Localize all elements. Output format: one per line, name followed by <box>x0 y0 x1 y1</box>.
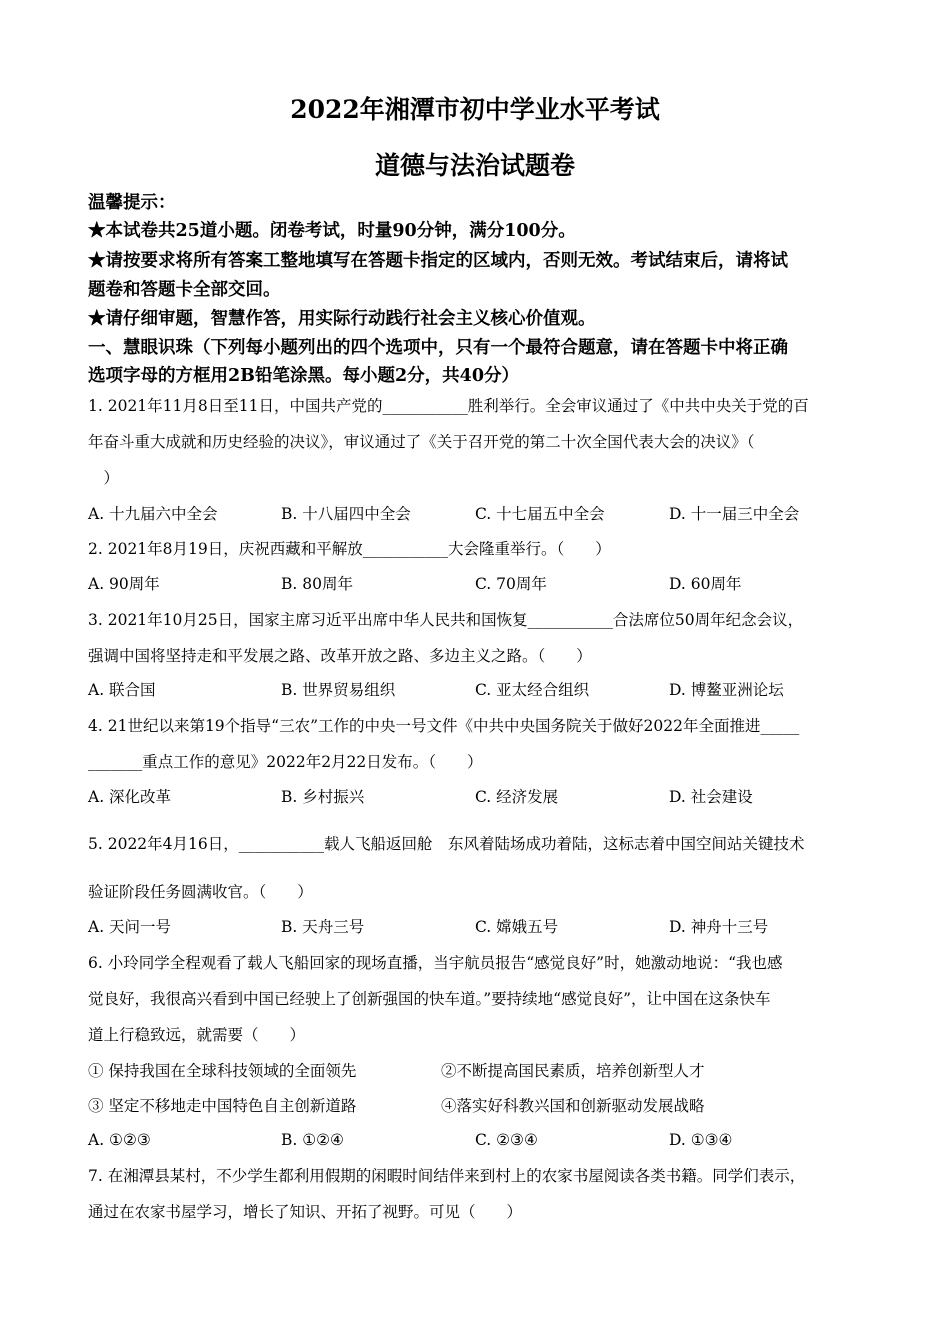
exam-title: 2022年湘潭市初中学业水平考试 <box>290 95 660 124</box>
question-7-line-2: 通过在农家书屋学习，增长了知识、开拓了视野。可见（ ） <box>88 1203 523 1221</box>
question-6-line-3: 道上行稳致远，就需要（ ） <box>88 1026 306 1044</box>
notice-heading: 温馨提示： <box>88 193 176 213</box>
question-2-option-c: C. 70周年 <box>475 575 547 593</box>
question-4-line-2: _______重点工作的意见》2022年2月22日发布。（ ） <box>88 753 483 771</box>
question-6-line-2: 觉良好，我很高兴看到中国已经驶上了创新强国的快车道。”要持续地“感觉良好”，让中国在这条快车 <box>88 990 771 1008</box>
question-6-option-d: D. ①③④ <box>669 1131 733 1149</box>
question-6-line-1: 6. 小玲同学全程观看了载人飞船回家的现场直播，当宇航员报告“感觉良好”时，她激动地说：“我也感 <box>88 954 783 972</box>
section-heading-line-1: 一、慧眼识珠（下列每小题列出的四个选项中，只有一个最符合题意，请在答题卡中将正确 <box>88 338 788 358</box>
question-3-option-d: D. 博鳌亚洲论坛 <box>669 681 784 699</box>
notice-item-1: ★本试卷共25道小题。闭卷考试，时量90分钟，满分100分。 <box>88 221 576 241</box>
question-3-line-2: 强调中国将坚持走和平发展之路、改革开放之路、多边主义之路。（ ） <box>88 647 592 665</box>
question-6-option-b: B. ①②④ <box>281 1131 344 1149</box>
question-2-line-1: 2. 2021年8月19日，庆祝西藏和平解放___________大会隆重举行。（ ） <box>88 540 611 558</box>
question-3-option-c: C. 亚太经合组织 <box>475 681 590 699</box>
notice-item-2-line-1: ★请按要求将所有答案工整地填写在答题卡指定的区域内，否则无效。考试结束后，请将试 <box>88 251 788 271</box>
question-6-option-c: C. ②③④ <box>475 1131 538 1149</box>
notice-item-3: ★请仔细审题，智慧作答，用实际行动践行社会主义核心价值观。 <box>88 309 596 329</box>
question-7-line-1: 7. 在湘潭县某村，不少学生都利用假期的闲暇时间结伴来到村上的农家书屋阅读各类书籍。同学们表示， <box>88 1167 806 1185</box>
question-2-option-b: B. 80周年 <box>281 575 353 593</box>
question-6-statement-2: ②不断提高国民素质，培养创新型人才 <box>441 1062 705 1080</box>
section-heading-line-2: 选项字母的方框用2B铅笔涂黑。每小题2分，共40分） <box>88 366 519 386</box>
question-4-option-b: B. 乡村振兴 <box>281 788 365 806</box>
question-1-option-b: B. 十八届四中全会 <box>281 505 411 523</box>
question-2-option-d: D. 60周年 <box>669 575 742 593</box>
question-1-option-c: C. 十七届五中全会 <box>475 505 605 523</box>
exam-subtitle: 道德与法治试题卷 <box>374 151 575 180</box>
question-4-option-d: D. 社会建设 <box>669 788 753 806</box>
question-5-option-b: B. 天舟三号 <box>281 918 365 936</box>
question-4-option-a: A. 深化改革 <box>88 788 172 806</box>
question-1-line-1: 1. 2021年11月8日至11日，中国共产党的___________胜利举行。全会审议通过了《中共中央关于党的百 <box>88 397 809 415</box>
question-1-line-2: 年奋斗重大成就和历史经验的决议》，审议通过了《关于召开党的第二十次全国代表大会的决议》（ <box>88 433 755 451</box>
question-3-line-1: 3. 2021年10月25日，国家主席习近平出席中华人民共和国恢复___________合法席位50周年纪念会议， <box>88 611 804 629</box>
question-4-line-1: 4. 21世纪以来第19个指导“三农”工作的中央一号文件《中共中央国务院关于做好2022年全面推进_____ <box>88 717 800 735</box>
question-5-option-d: D. 神舟十三号 <box>669 918 769 936</box>
question-3-option-a: A. 联合国 <box>88 681 156 699</box>
question-4-option-c: C. 经济发展 <box>475 788 559 806</box>
question-3-option-b: B. 世界贸易组织 <box>281 681 396 699</box>
question-5-option-a: A. 天问一号 <box>88 918 172 936</box>
question-6-statement-1: ① 保持我国在全球科技领域的全面领先 <box>88 1062 357 1080</box>
question-6-option-a: A. ①②③ <box>88 1131 151 1149</box>
question-1-option-a: A. 十九届六中全会 <box>88 505 218 523</box>
question-5-line-2: 验证阶段任务圆满收官。（ ） <box>88 883 313 901</box>
question-5-option-c: C. 嫦娥五号 <box>475 918 559 936</box>
notice-item-2-line-2: 题卷和答题卡全部交回。 <box>88 280 281 300</box>
question-6-statement-3: ③ 坚定不移地走中国特色自主创新道路 <box>88 1097 357 1115</box>
question-5-line-1: 5. 2022年4月16日，___________载人飞船返回舱 东风着陆场成功着陆，这标志着中国空间站关键技术 <box>88 835 805 853</box>
question-1-line-3: ） <box>88 469 120 487</box>
question-2-option-a: A. 90周年 <box>88 575 160 593</box>
question-1-option-d: D. 十一届三中全会 <box>669 505 800 523</box>
question-6-statement-4: ④落实好科教兴国和创新驱动发展战略 <box>441 1097 705 1115</box>
